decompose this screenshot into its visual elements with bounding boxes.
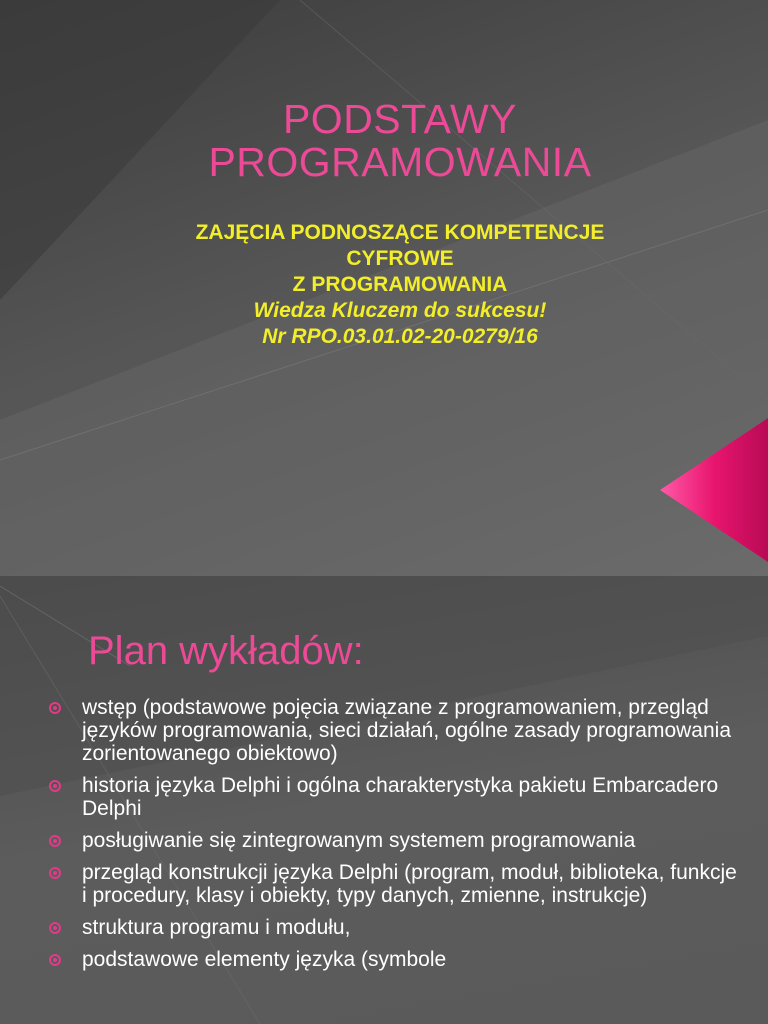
list-item: podstawowe elementy języka (symbole — [46, 948, 746, 971]
plan-list — [46, 696, 746, 980]
bullet-icon — [49, 780, 61, 792]
bullet-icon — [49, 922, 61, 934]
list-item: posługiwanie się zintegrowanym systemem programowania — [46, 829, 746, 852]
subtitle-line-1: ZAJĘCIA PODNOSZĄCE KOMPETENCJE — [195, 221, 605, 244]
list-item: struktura programu i modułu, — [46, 916, 746, 939]
title-line-1: PODSTAWY — [282, 96, 518, 142]
subtitle-line-5: Nr RPO.03.01.02-20-0279/16 — [262, 325, 538, 348]
slide-subtitle — [80, 220, 720, 350]
list-item: przegląd konstrukcji języka Delphi (program, moduł, biblioteka, funkcje i procedury, klasy i obiekty, typy danych, zmienne, instrukcje) — [46, 861, 746, 907]
bullet-icon — [49, 867, 61, 879]
bullet-icon — [49, 702, 61, 714]
list-item: wstęp (podstawowe pojęcia związane z programowaniem, przegląd języków programowania, sieci działań, ogólne zasady programowania zorientowanego obiektowo) — [46, 696, 746, 765]
subtitle-line-3: Z PROGRAMOWANIA — [292, 273, 508, 296]
subtitle-line-4: Wiedza Kluczem do sukcesu! — [253, 299, 547, 322]
subtitle-line-2: CYFROWE — [346, 247, 454, 270]
slide-title — [120, 98, 680, 184]
bullet-icon — [49, 954, 61, 966]
bullet-icon — [49, 835, 61, 847]
list-item: historia języka Delphi i ogólna charakterystyka pakietu Embarcadero Delphi — [46, 774, 746, 820]
title-line-2: PROGRAMOWANIA — [208, 139, 592, 185]
plan-title: Plan wykładów: — [88, 629, 364, 673]
